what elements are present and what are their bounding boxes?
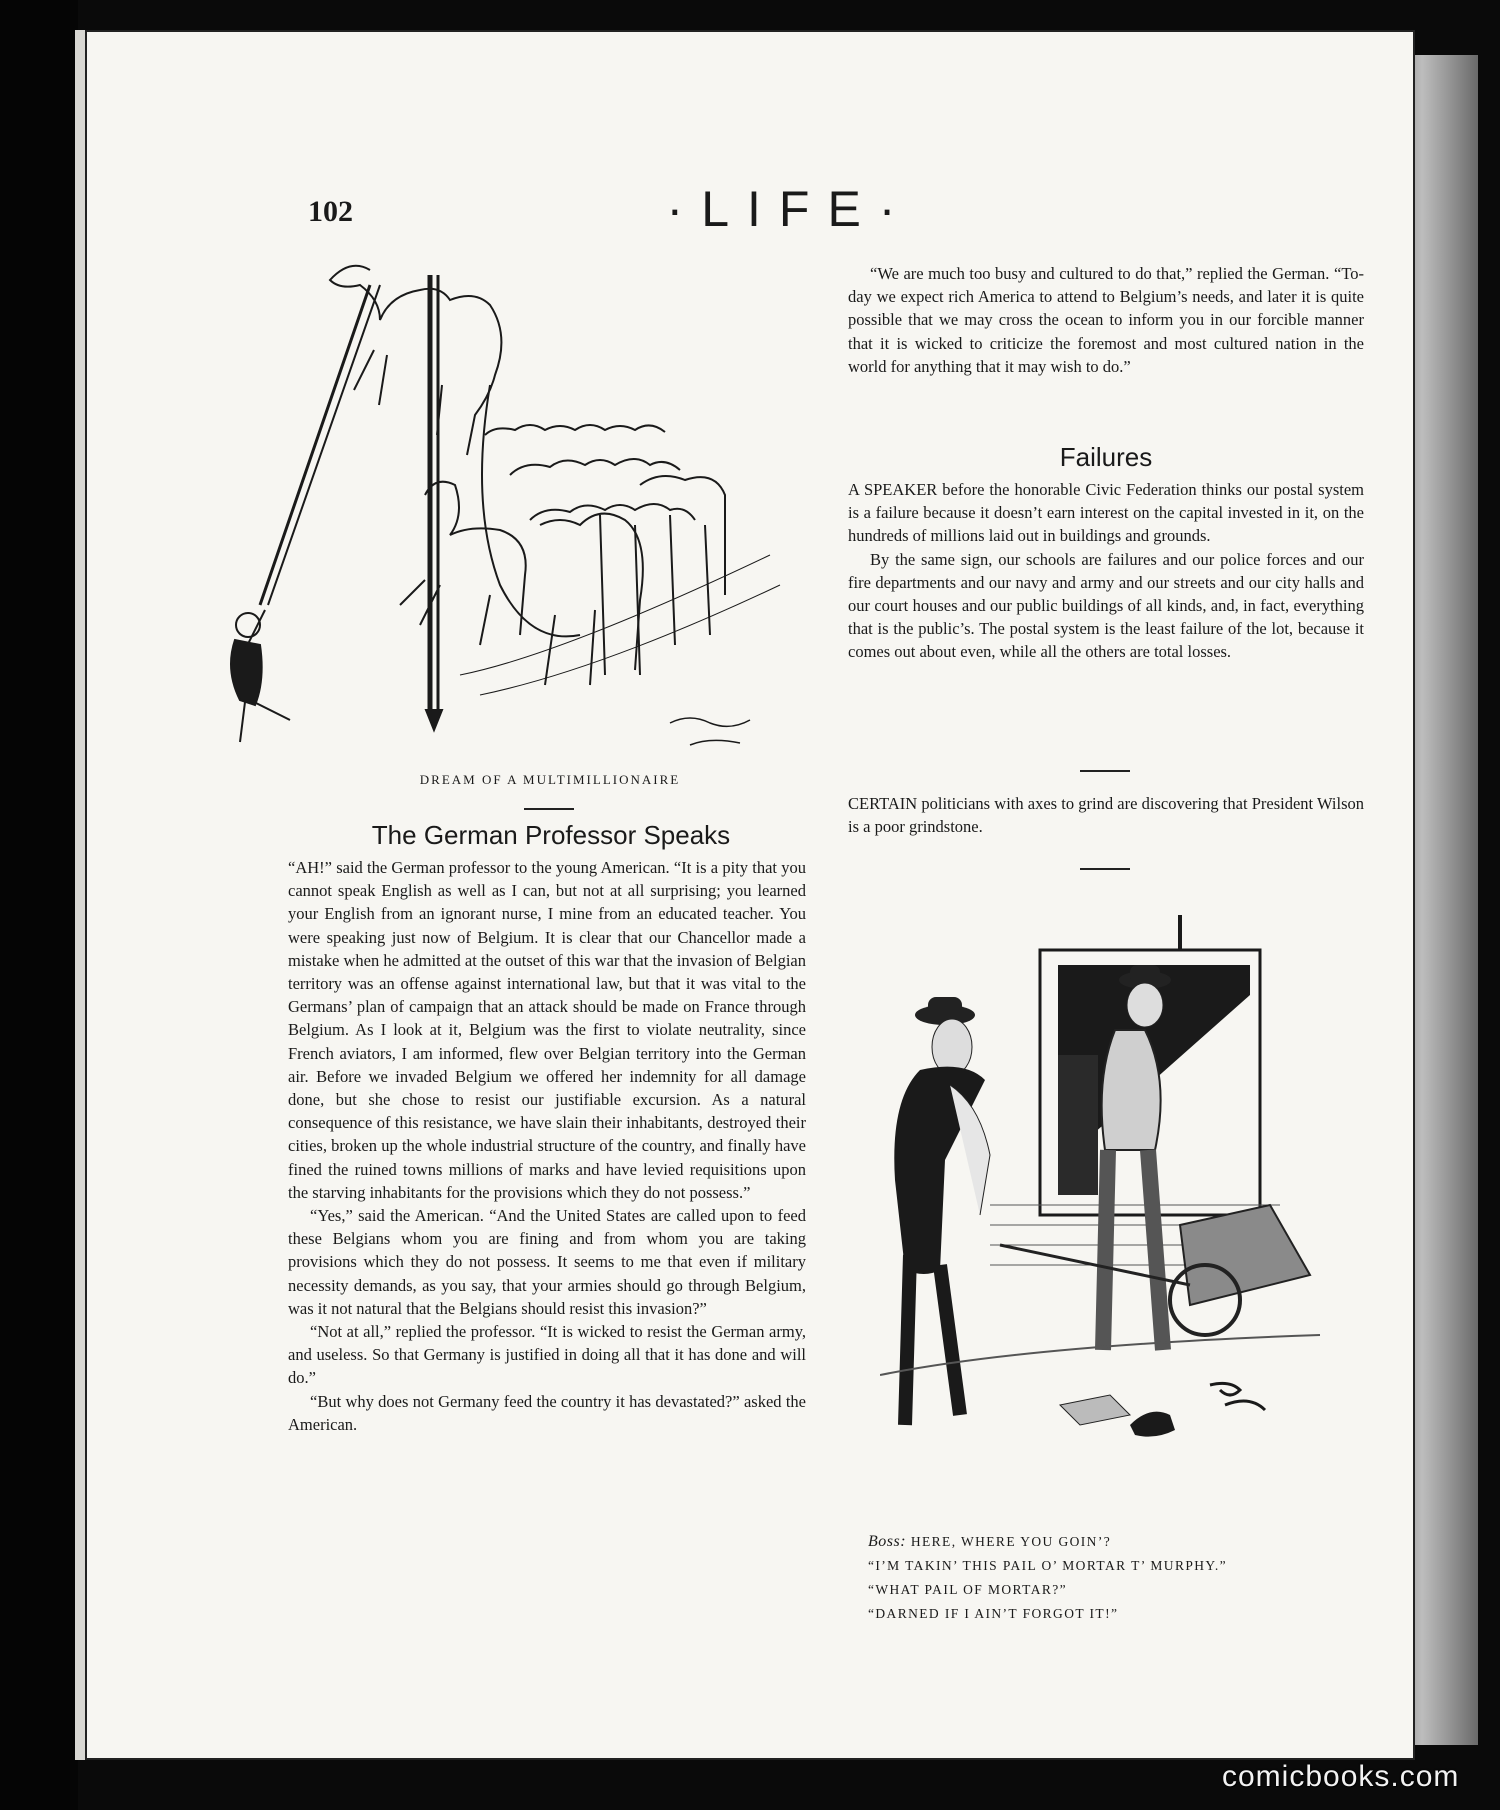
paragraph: “Yes,” said the American. “And the United States are called upon to feed these Belgians whom you are fining and from whom you are taking provisions which they do not possess. It seems to me that even if military necessity demands, as you say, that your armies should go through Belgium, was it not natural that the Belgians should resist this invasion?” — [288, 1206, 806, 1318]
divider-rule — [524, 808, 574, 810]
article-heading-german-professor: The German Professor Speaks — [371, 820, 731, 850]
magazine-title: ·LIFE· — [666, 181, 914, 237]
caption-speaker: Boss: — [868, 1533, 907, 1550]
article-body-failures — [848, 478, 1364, 664]
article-body-certain — [848, 792, 1364, 838]
caption-line-2: “I’M TAKIN’ THIS PAIL O’ MORTAR T’ MURPHY.” — [868, 1558, 1227, 1573]
watermark: comicbooks.com — [1222, 1760, 1460, 1793]
paragraph: “Not at all,” replied the professor. “It is wicked to resist the German army, and useless. So that Germany is justified in doing all that it has done and will do.” — [288, 1322, 806, 1388]
page-number: 102 — [308, 195, 353, 228]
paragraph: CERTAIN politicians with axes to grind are discovering that President Wilson is a poor grindstone. — [848, 794, 1364, 837]
caption-line-3: “WHAT PAIL OF MORTAR?” — [868, 1582, 1068, 1597]
article-heading-failures: Failures — [1059, 442, 1153, 472]
caption-line-4: “DARNED IF I AIN’T FORGOT IT!” — [868, 1606, 1119, 1621]
article-continuation — [848, 262, 1364, 378]
caption-line-1 — [868, 1530, 1348, 1554]
cartoon-caption — [868, 1530, 1348, 1626]
illustration-caption: DREAM OF A MULTIMILLIONAIRE — [419, 772, 681, 787]
article-body-german-professor — [288, 856, 806, 1436]
paragraph: “But why does not Germany feed the country it has devastated?” asked the American. — [288, 1391, 806, 1434]
camel-needle-illustration — [220, 255, 800, 765]
scan-left-border — [0, 0, 78, 1810]
boss-workman-cartoon — [880, 905, 1340, 1465]
paragraph: By the same sign, our schools are failures and our police forces and our fire departments and our navy and army and our streets and our city halls and our court houses and our public buildings of all kinds, and, in fact, everything that is the public’s. The postal system is the least failure of the lot, because it comes out about even, while all the others are total losses. — [848, 549, 1364, 662]
paragraph: “AH!” said the German professor to the young American. “It is a pity that you cannot speak English as well as I can, but not at all surprising; you learned your English from an ignorant nurse, I mine from an educated teacher. You were speaking just now of Belgium. It is clear that our Chancellor made a mistake when he admitted at the outset of this war that the invasion of Belgian territory was an offense against international law, but that it was vital to the Germans’ plan of campaign that an attack should be made on France through Belgium. As I look at it, Belgium was the first to violate neutrality, since French aviators, I am informed, flew over Belgian territory into the German air. Before we invaded Belgium we offered her indemnity for all damage done, but she chose to resist our justifiable excursion. As a natural consequence of this resistance, we have slain their inhabitants, destroyed their cities, broken up the whole industrial structure of the country, and finally have fined the ruined towns millions of marks and have levied requisitions upon the starving inhabitants for the provisions which they do not possess.” — [288, 858, 806, 1202]
paragraph: A SPEAKER before the honorable Civic Federation thinks our postal system is a failure because it doesn’t earn interest on the capital invested in it, on the hundreds of millions laid out in buildings and grounds. — [848, 480, 1364, 546]
divider-rule — [1080, 770, 1130, 772]
divider-rule — [1080, 868, 1130, 870]
caption-text: HERE, WHERE YOU GOIN’? — [910, 1534, 1112, 1549]
paragraph: “We are much too busy and cultured to do that,” replied the German. “To-day we expect rich America to attend to Belgium’s needs, and later it is quite possible that we may cross the ocean to inform you in our forcible manner that it is wicked to criticize the foremost and most cultured nation in the world for anything that it may wish to do.” — [848, 264, 1364, 376]
